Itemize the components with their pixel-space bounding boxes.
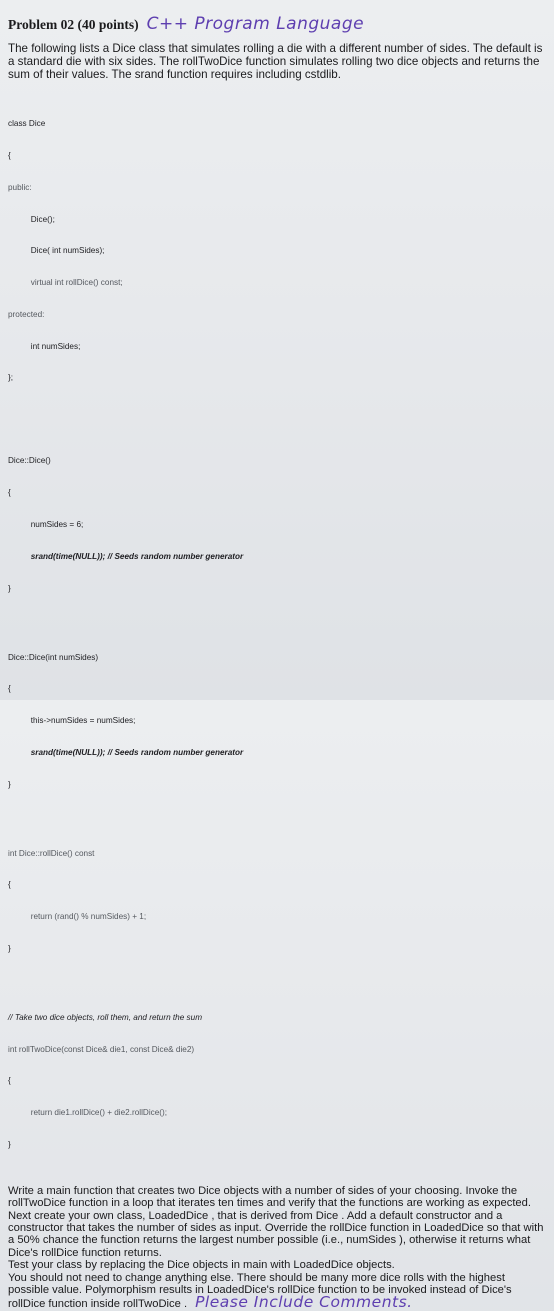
task-paragraph-text: You should not need to change anything else. There should be many more dice rolls with the highest possible value. Polymorphism results in LoadedDice's rollDice function to be invoked instead of Dice's rollDice function inside rollTwoDice .	[8, 1271, 512, 1311]
code-line: srand(time(NULL)); // Seeds random number generator	[8, 747, 244, 757]
code-roll-two-dice	[8, 992, 544, 1172]
code-comment: // Take two dice objects, roll them, and return the sum	[8, 1012, 203, 1022]
problem-header	[8, 14, 544, 34]
code-line: srand(time(NULL)); // Seeds random number generator	[8, 551, 244, 561]
code-line: Dice();	[8, 214, 55, 224]
intro-paragraph: The following lists a Dice class that simulates rolling a die with a different number of sides. The default is a standard die with six sides. The rollTwoDice function simulates rolling two dice objects and returns the sum of their values. The srand function requires including cstdlib.	[8, 42, 543, 81]
code-line: {	[8, 880, 11, 890]
handwritten-note: C++ Program Language	[146, 14, 365, 34]
code-default-constructor	[8, 435, 544, 615]
code-line: virtual int rollDice() const;	[8, 278, 123, 288]
code-line: int rollTwoDice(const Dice& die1, const Dice& die2)	[8, 1044, 195, 1054]
problem-title: Problem 02 (40 points)	[8, 17, 139, 32]
code-line: int Dice::rollDice() const	[8, 848, 95, 858]
task-paragraph: Next create your own class, LoadedDice , that is derived from Dice . Add a default constructor and a constructor that takes the number of sides as input. Override the rollDice function in LoadedDice so that with a 50% chance the function returns the largest number possible (i.e., numSides ), otherwise it returns what Dice's rollDice function returns.	[8, 1209, 544, 1259]
code-line: {	[8, 150, 11, 160]
code-line: public:	[8, 182, 32, 192]
code-line: }	[8, 1140, 11, 1150]
code-line: numSides = 6;	[8, 519, 84, 529]
code-sides-constructor	[8, 631, 544, 811]
code-line: return die1.rollDice() + die2.rollDice();	[8, 1108, 168, 1118]
task-paragraph: Test your class by replacing the Dice objects in main with LoadedDice objects.	[8, 1259, 395, 1272]
code-line: protected:	[8, 309, 45, 319]
handwritten-comment-note: Please Include Comments.	[195, 1293, 413, 1311]
code-line: {	[8, 488, 11, 498]
code-line: }	[8, 943, 11, 953]
code-roll-dice	[8, 827, 544, 975]
task-instructions	[8, 1185, 544, 1311]
task-paragraph-final	[8, 1272, 544, 1311]
code-line: Dice::Dice()	[8, 456, 51, 466]
code-line: };	[8, 373, 14, 383]
code-line: Dice( int numSides);	[8, 246, 105, 256]
code-line: Dice::Dice(int numSides)	[8, 652, 99, 662]
code-line: }	[8, 779, 11, 789]
code-line: class Dice	[8, 119, 46, 129]
task-paragraph: Write a main function that creates two Dice objects with a number of sides of your choosing. Invoke the rollTwoDice function in a loop that iterates ten times and verify that the functions are working as expected.	[8, 1184, 531, 1210]
code-line: }	[8, 583, 11, 593]
code-class-declaration	[8, 98, 544, 405]
code-line: int numSides;	[8, 341, 81, 351]
code-line: {	[8, 684, 11, 694]
code-line: {	[8, 1076, 11, 1086]
code-line: this->numSides = numSides;	[8, 716, 136, 726]
code-line: return (rand() % numSides) + 1;	[8, 912, 147, 922]
